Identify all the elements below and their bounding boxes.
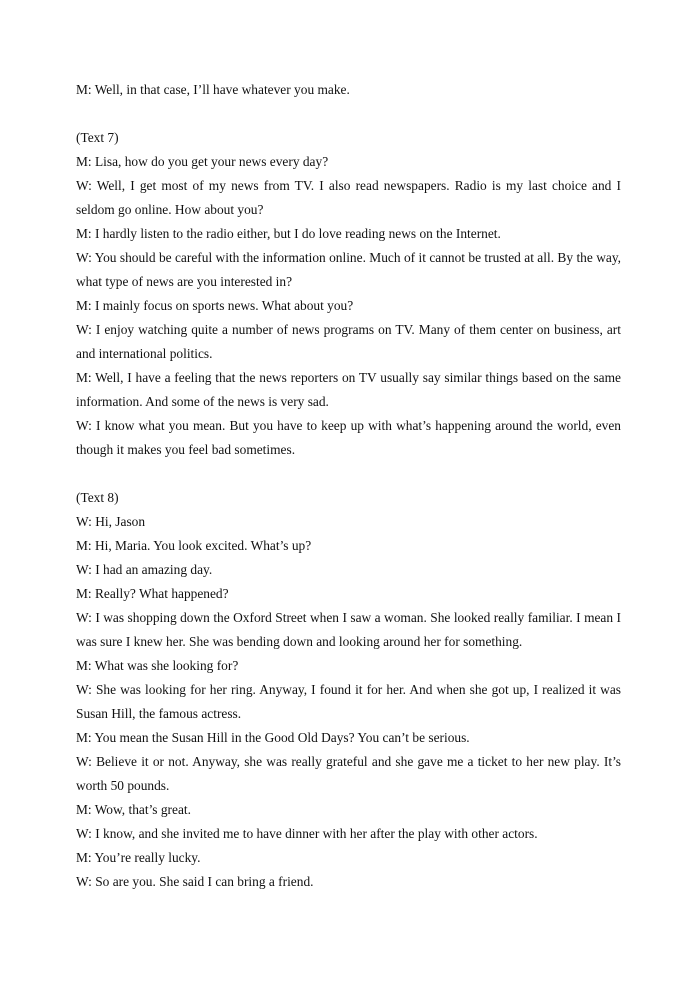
dialogue-line: W: I was shopping down the Oxford Street when I saw a woman. She looked really familiar. I mean I was sure I knew her. She was bending down and looking around her for something.	[76, 610, 621, 649]
dialogue-line: W: Hi, Jason	[76, 514, 146, 529]
section-heading-text8: (Text 8)	[76, 490, 119, 505]
dialogue-line: M: Wow, that’s great.	[76, 802, 191, 817]
dialogue-line: M: Well, I have a feeling that the news reporters on TV usually say similar things based on the same information. And some of the news is very sad.	[76, 370, 621, 409]
dialogue-line: W: I had an amazing day.	[76, 562, 213, 577]
dialogue-line: W: I know what you mean. But you have to keep up with what’s happening around the world, even though it makes you feel bad sometimes.	[76, 418, 621, 457]
dialogue-line: M: Well, in that case, I’ll have whatever you make.	[76, 82, 350, 97]
dialogue-line: W: So are you. She said I can bring a friend.	[76, 874, 314, 889]
dialogue-line: W: She was looking for her ring. Anyway, I found it for her. And when she got up, I realized it was Susan Hill, the famous actress.	[76, 682, 621, 721]
dialogue-line: M: Really? What happened?	[76, 586, 229, 601]
dialogue-line: M: Lisa, how do you get your news every day?	[76, 154, 329, 169]
dialogue-line: W: I know, and she invited me to have dinner with her after the play with other actors.	[76, 826, 538, 841]
section-spacer	[76, 462, 621, 486]
dialogue-line: M: I mainly focus on sports news. What about you?	[76, 298, 354, 313]
dialogue-line: M: You’re really lucky.	[76, 850, 201, 865]
dialogue-line: M: I hardly listen to the radio either, but I do love reading news on the Internet.	[76, 226, 501, 241]
dialogue-line: M: Hi, Maria. You look excited. What’s up?	[76, 538, 312, 553]
dialogue-line: W: Believe it or not. Anyway, she was really grateful and she gave me a ticket to her new play. It’s worth 50 pounds.	[76, 754, 621, 793]
dialogue-line: M: What was she looking for?	[76, 658, 239, 673]
dialogue-line: M: You mean the Susan Hill in the Good Old Days? You can’t be serious.	[76, 730, 470, 745]
dialogue-line: W: You should be careful with the information online. Much of it cannot be trusted at all. By the way, what type of news are you interested in?	[76, 250, 621, 289]
dialogue-line: W: Well, I get most of my news from TV. I also read newspapers. Radio is my last choice and I seldom go online. How about you?	[76, 178, 621, 217]
section-heading-text7: (Text 7)	[76, 130, 119, 145]
section-spacer	[76, 102, 621, 126]
document-page	[76, 78, 621, 894]
dialogue-line: W: I enjoy watching quite a number of news programs on TV. Many of them center on business, art and international politics.	[76, 322, 621, 361]
